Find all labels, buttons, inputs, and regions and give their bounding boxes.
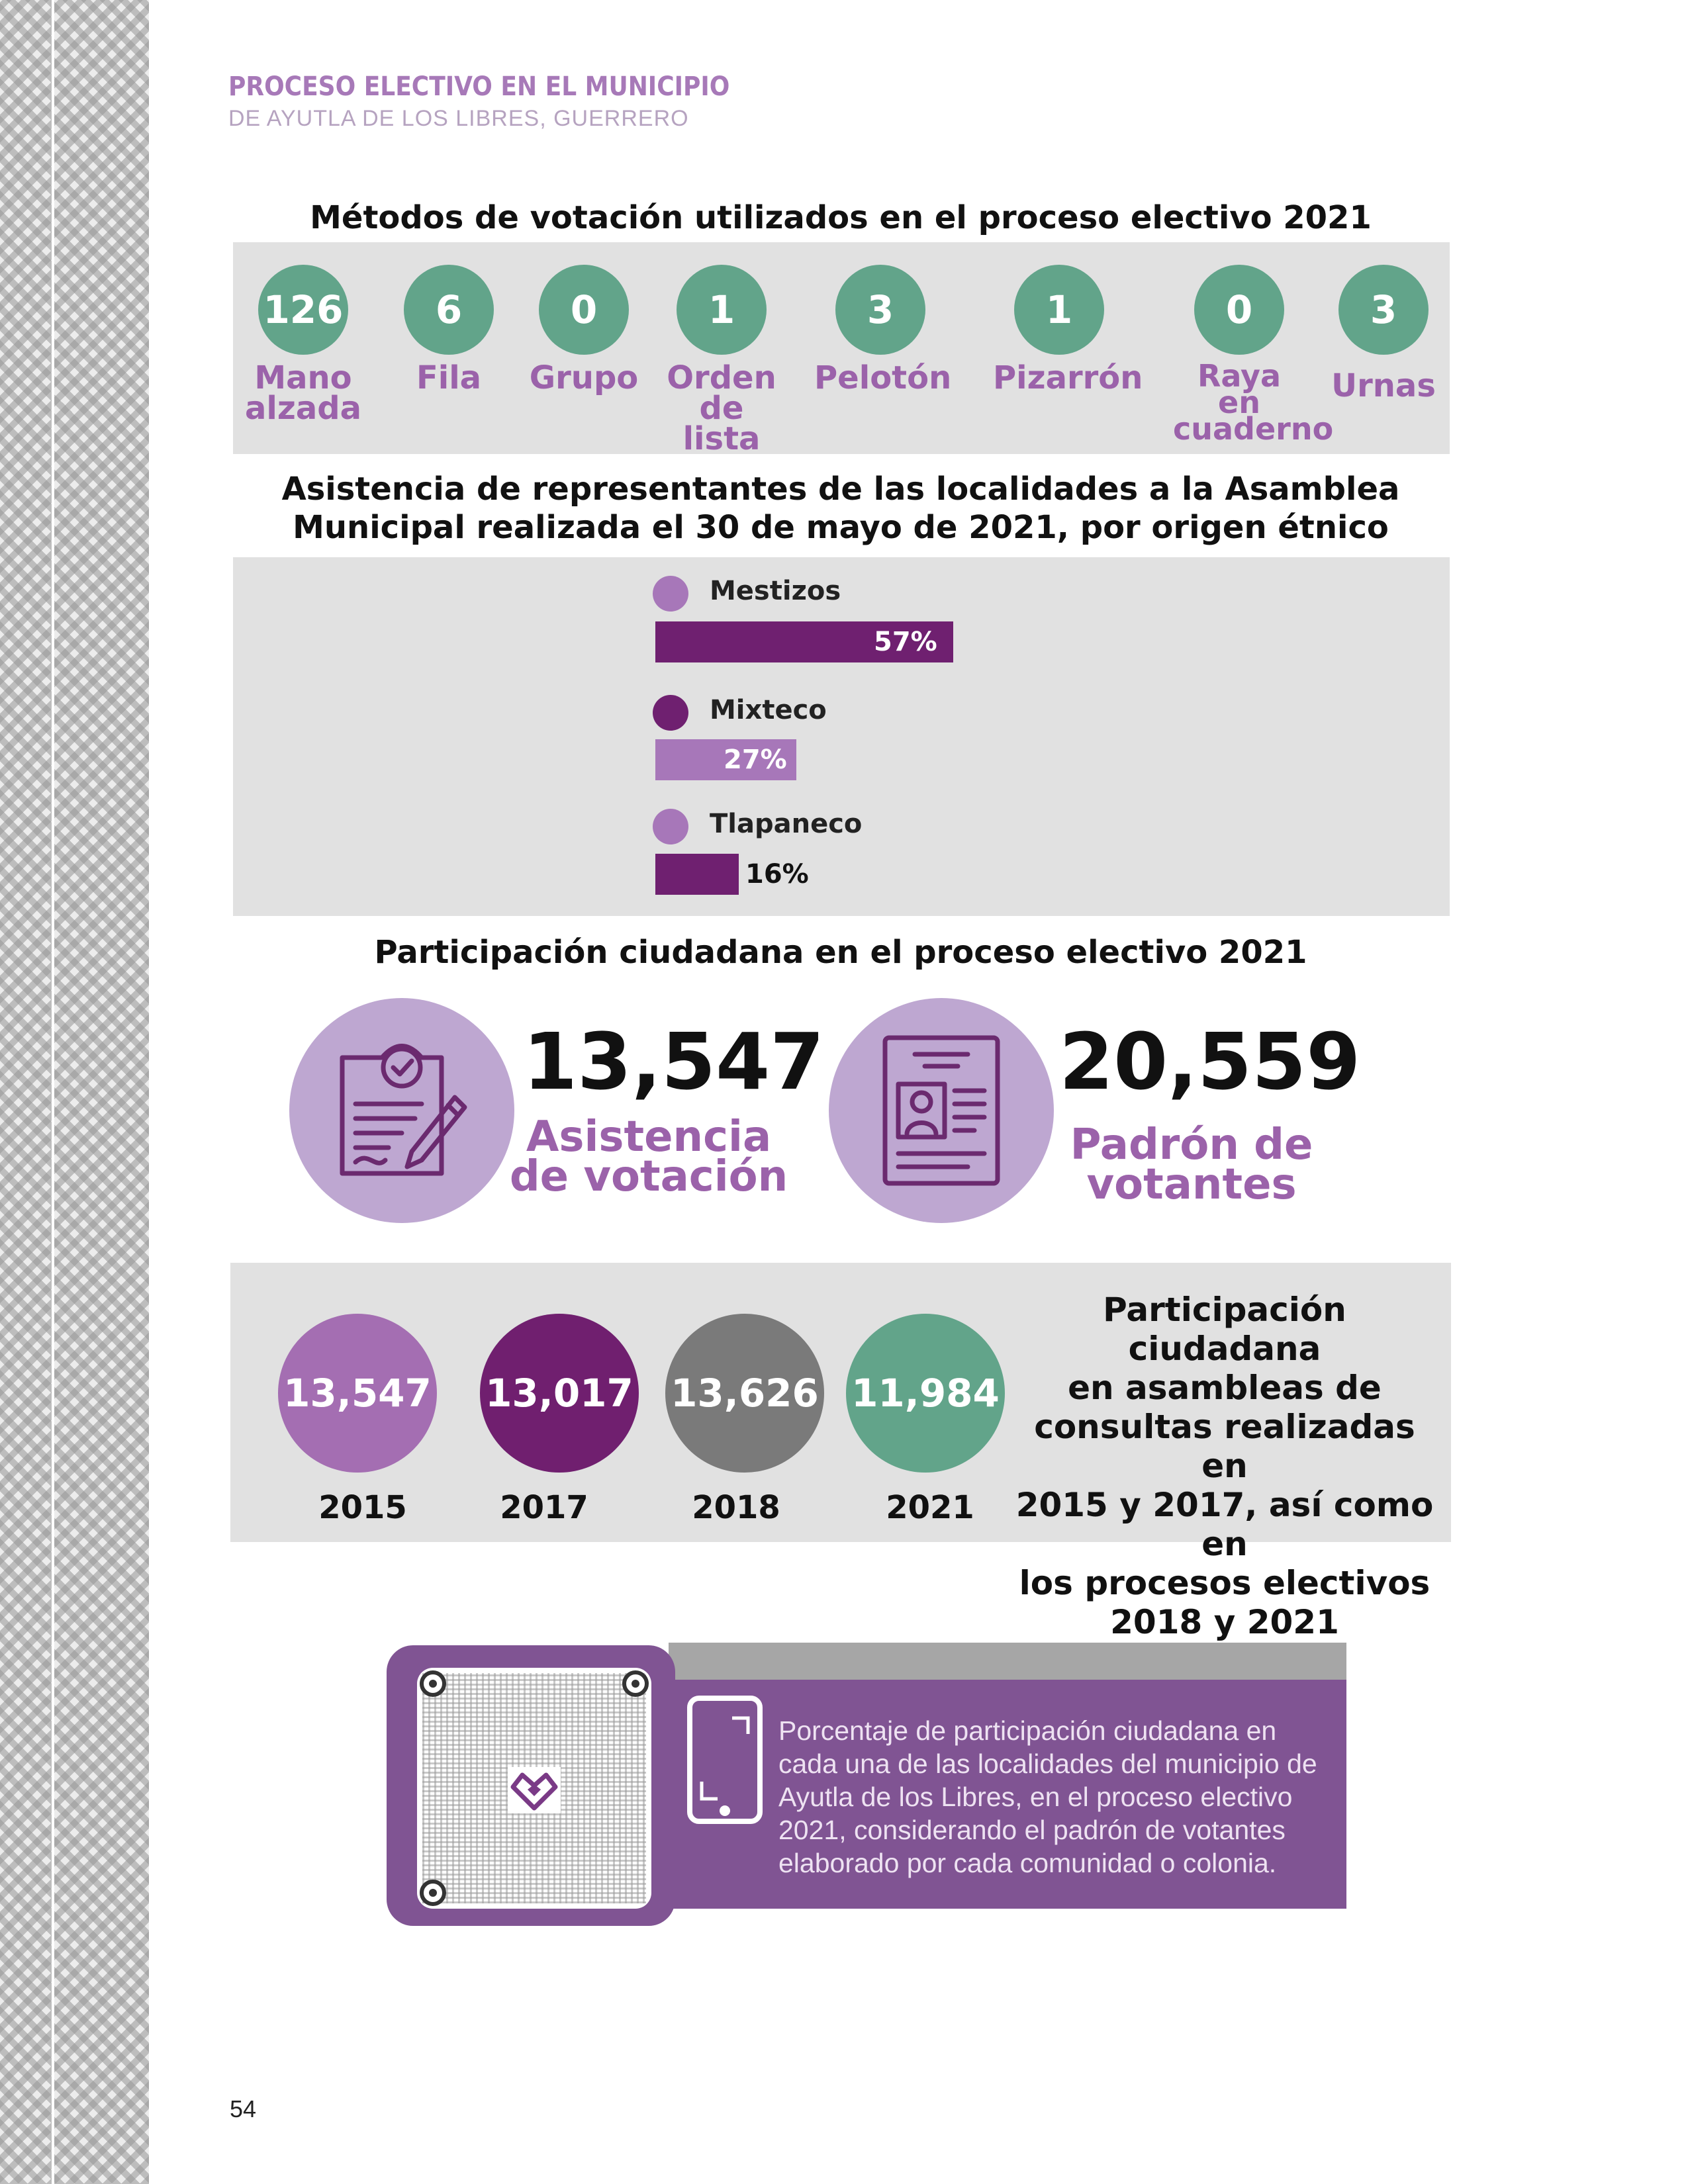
bar-label-mestizos: Mestizos [710, 576, 841, 606]
history-text-line: 2018 y 2021 [1110, 1603, 1339, 1641]
qr-description-line: cada una de las localidades del municipio de [778, 1749, 1317, 1779]
asistencia-label-line1: Asistencia [526, 1113, 772, 1161]
qr-finder-icon [622, 1670, 649, 1697]
method-count: 0 [1194, 265, 1284, 355]
qr-finder-icon [420, 1880, 446, 1906]
bar-tlapaneco [655, 854, 739, 895]
history-year-2017: 2017 [500, 1489, 588, 1526]
bar-value-mestizos: 57% [874, 627, 937, 657]
method-pizarron [993, 265, 1143, 396]
method-label: Pelotón [814, 359, 952, 396]
qr-gray-bar [669, 1643, 1346, 1681]
history-year-2021: 2021 [886, 1489, 974, 1526]
history-text-line: 2015 y 2017, así como en [1015, 1486, 1434, 1563]
heart-logo-icon [508, 1767, 561, 1813]
bar-value-mixteco: 27% [724, 745, 787, 775]
history-text-line: Participación ciudadana [1103, 1291, 1346, 1368]
method-label: Mano alzada [245, 359, 361, 427]
method-label: Raya en cuaderno [1173, 358, 1334, 447]
smartphone-icon [686, 1694, 764, 1825]
history-circle-2015: 13,547 [278, 1314, 437, 1473]
method-count: 126 [258, 265, 348, 355]
qr-description-line: elaborado por cada comunidad o colonia. [778, 1848, 1277, 1878]
method-label: Urnas [1331, 367, 1436, 404]
method-peloton [814, 265, 952, 396]
method-count: 1 [677, 265, 767, 355]
padron-label-line2: votantes [1086, 1160, 1297, 1209]
attendance-title-line1: Asistencia de representantes de las localidades a la Asamblea [281, 471, 1400, 508]
bar-value-tlapaneco: 16% [745, 859, 809, 889]
qr-description-line: 2021, considerando el padrón de votantes [778, 1815, 1286, 1845]
ballot-circle [289, 998, 514, 1223]
method-label: Orden de lista [667, 359, 776, 457]
method-count: 3 [835, 265, 925, 355]
method-count: 3 [1338, 265, 1429, 355]
method-label: Pizarrón [993, 359, 1143, 396]
padron-label-line1: Padrón de [1070, 1120, 1313, 1169]
legend-dot-mixteco [653, 695, 688, 731]
qr-finder-icon [420, 1670, 446, 1697]
ballot-check-icon [322, 1031, 481, 1190]
legend-dot-tlapaneco [653, 809, 688, 844]
history-year-2015: 2015 [318, 1489, 407, 1526]
method-mano-alzada [237, 265, 369, 427]
qr-description [778, 1714, 1335, 1880]
history-circle-2017: 13,017 [480, 1314, 639, 1473]
padron-label [1059, 1120, 1324, 1209]
legend-dot-mestizos [653, 576, 688, 612]
bar-label-mixteco: Mixteco [710, 695, 827, 725]
participation-title: Participación ciudadana en el proceso electivo 2021 [374, 934, 1307, 971]
border-divider [52, 0, 54, 2184]
methods-title: Métodos de votación utilizados en el proceso electivo 2021 [310, 199, 1372, 236]
page-number: 54 [230, 2095, 257, 2122]
history-circle-2018: 13,626 [665, 1314, 824, 1473]
method-raya-en-cuaderno [1173, 265, 1334, 447]
history-text-line: los procesos electivos [1019, 1564, 1430, 1602]
voter-id-circle [829, 998, 1054, 1223]
method-count: 6 [404, 265, 494, 355]
method-orden-de-lista [655, 265, 788, 457]
history-year-2018: 2018 [692, 1489, 780, 1526]
qr-description-line: Ayutla de los Libres, en el proceso electivo [778, 1782, 1293, 1812]
history-description [1013, 1291, 1436, 1642]
method-label: Grupo [529, 359, 639, 396]
padron-value: 20,559 [1059, 1016, 1361, 1107]
qr-code[interactable] [417, 1668, 651, 1909]
method-grupo [518, 265, 650, 396]
decorative-border [0, 0, 149, 2184]
asistencia-label-line2: de votación [509, 1152, 788, 1201]
method-fila [383, 265, 515, 396]
method-label: Fila [416, 359, 482, 396]
attendance-title-line2: Municipal realizada el 30 de mayo de 2021, por origen étnico [293, 509, 1389, 546]
voter-id-icon [868, 1028, 1014, 1193]
history-text-line: en asambleas de [1068, 1369, 1382, 1407]
attendance-panel [233, 557, 1450, 916]
bar-label-tlapaneco: Tlapaneco [710, 809, 863, 839]
header-title: PROCESO ELECTIVO EN EL MUNICIPIO [228, 71, 730, 102]
history-circle-2021: 11,984 [846, 1314, 1005, 1473]
asistencia-label [503, 1113, 794, 1201]
history-text-line: consultas realizadas en [1034, 1408, 1415, 1485]
qr-description-line: Porcentaje de participación ciudadana en [778, 1715, 1277, 1746]
method-count: 1 [1014, 265, 1104, 355]
header-subtitle: DE AYUTLA DE LOS LIBRES, GUERRERO [228, 106, 689, 131]
method-urnas [1317, 265, 1450, 404]
asistencia-value: 13,547 [523, 1016, 825, 1107]
attendance-title [232, 470, 1450, 547]
method-count: 0 [539, 265, 629, 355]
